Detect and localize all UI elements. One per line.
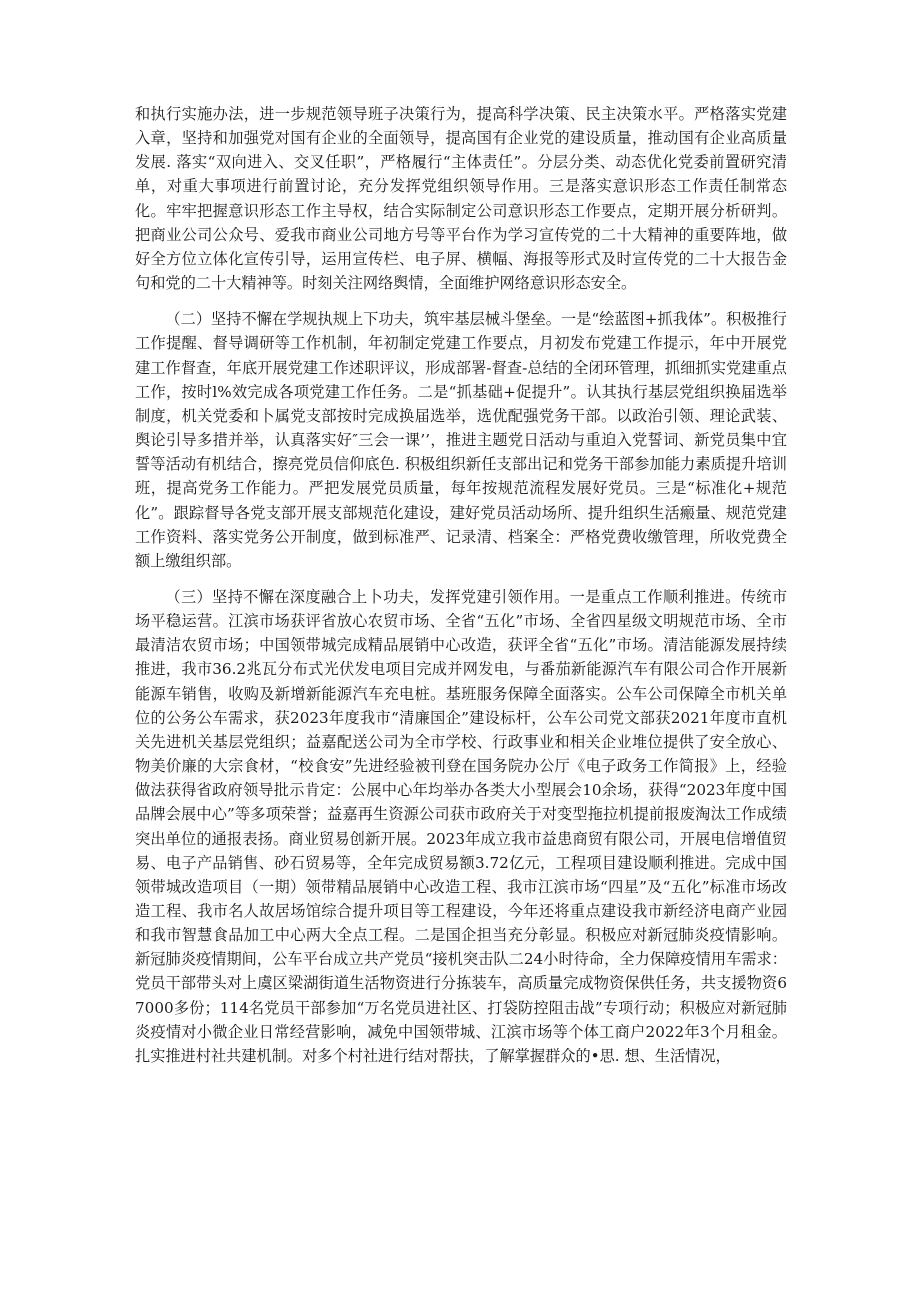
- paragraph-2: （二）坚持不懈在学规执规上下功夫，筑牢基层械斗堡垒。一是“绘蓝图+抓我体”。积极推行工作提醒、督导调研等工作机制，年初制定党建工作要点，月初发布党建工作提示，年中开展党建工作督查，年底开展党建工作述职评议，形成部署-督查-总结的全闭环管理，抓细抓实党建重点工作，按时l%效完成各项党建工作任务。二是“抓基础+促提升”。认其执行基层党组织换届选举制度，机关党委和卜属党支部按时完成换届选举，选优配强党务干部。以政治引领、理论武装、舆论引导多措并举，认真落实好″三会一课’’，推进主题党日活动与重迫入党誓词、新党员集中宜誓等活动有机结合，擦亮党员信仰底色. 积极组织新任支部出记和党务干部参加能力素质提升培训班，提高党务工作能力。严把发展党员质量，每年按规范流程发展好党员。三是“标准化+规范化”。跟踪督导各党支部开展支部规范化建设，建好党员活动场所、提升组织生活瘢量、规范党建工作资料、落实党务公开制度，做到标准严、记录清、档案全：严格党费收缴管理，所收党费全额上缴组织部。: [135, 310, 787, 570]
- paragraph-1: 和执行实施办法，进一步规范领导班子决策行为，提高科学决策、民主决策水平。严格落实党建入章，坚持和加强党对国有企业的全面领导，提高国有企业党的建设质量，推动国有企业高质量发展. 落实“双向进入、交叉任职”，严格履行“主体责任”。分层分类、动态优化党委前置研究清单，对重大事项进行前置讨论，充分发挥党组织领导作用。三是落实意识形态工作责任制常态化。牢牢把握意识形态工作主导权，结合实际制定公司意识形态工作要点，定期开展分析研判。把商业公司公众号、爱我市商业公司地方号等平台作为学习宣传党的二十大精神的重要阵地，做好全方位立体化宣传引导，运用宣传栏、电子屏、横幅、海报等形式及时宣传党的二十大报告金句和党的二十大精神等。时刻关注网络舆情，全面维护网络意识形态安全。: [135, 105, 787, 293]
- paragraph-3: （三）坚持不懈在深度融合上卜功夫，发挥党建引领作用。一是重点工作顺利推进。传统市场平稳运营。江滨市场获评省放心农贸市场、全省“五化”市场、全省四星级文明规范市场、全市最清洁农贸市场；中国领带城完成精品展销中心改造，获评全省“五化”市场。清洁能源发展持续推进，我市36.2兆瓦分布式光伏发电项目完成并网发电，与番茄新能源汽车有限公司合作开展新能源车销售，收购及新增新能源汽车充电桩。基班服务保障全面落实。公车公司保障全市机关单位的公务公车需求，获2023年度我市“清廉国企”建设标杆，公车公司党文部获2021年度市直机关先进机关基层党组织；益嘉配送公司为全市学校、行政事业和相关企业堆位提供了安全放心、物美价廉的大宗食材，“校食安”先进经验被刊登在国务院办公厅《电子政务工作简报》上，经验做法获得省政府领导批示肯定：公展中心年均举办各类大小型展会10余场，获得“2023年度中国品牌会展中心”等多项荣誉；益嘉再生资源公司获市政府关于对变型拖拉机提前报废淘汰工作成绩突出单位的通报表扬。商业贸易创新开展。2023年成立我市益患商贸有限公司，开展电信增值贸易、电子产品销售、砂石贸易等，全年完成贸易额3.72亿元，工程项目建设顺利推进。完成中国领带城改造项目（一期）领带精品展销中心改造工程、我市江滨市场“四星”及“五化”标准市场改造工程、我市名人故居场馆综合提升项目等工程建设，今年还将重点建设我市新经济电商产业园和我市智慧食品加工中心两大全点工程。二是国企担当充分彰显。积极应对新冠肺炎疫情影响。新冠肺炎疫情期间，公车平台成立共产党员“接机突击队二24小时待命，全力保障疫情用车需求：党员干部带头对上虞区梁湖街道生活物资进行分拣装车，高质量完成物资保供任务，共支援物资67000多份；114名党员干部参加“万名党员进社区、打袋防控阻击战”专项行动；积极应对新冠肺炎疫情对小微企业日常经营影响，减免中国领带城、江滨市场等个体工商户2022年3个月租金。扎实推进村社共建机制。对多个村社进行结对帮扶，了解掌握群众的•思. 想、生活情况，: [135, 587, 787, 1065]
- document-page: [135, 102, 787, 1068]
